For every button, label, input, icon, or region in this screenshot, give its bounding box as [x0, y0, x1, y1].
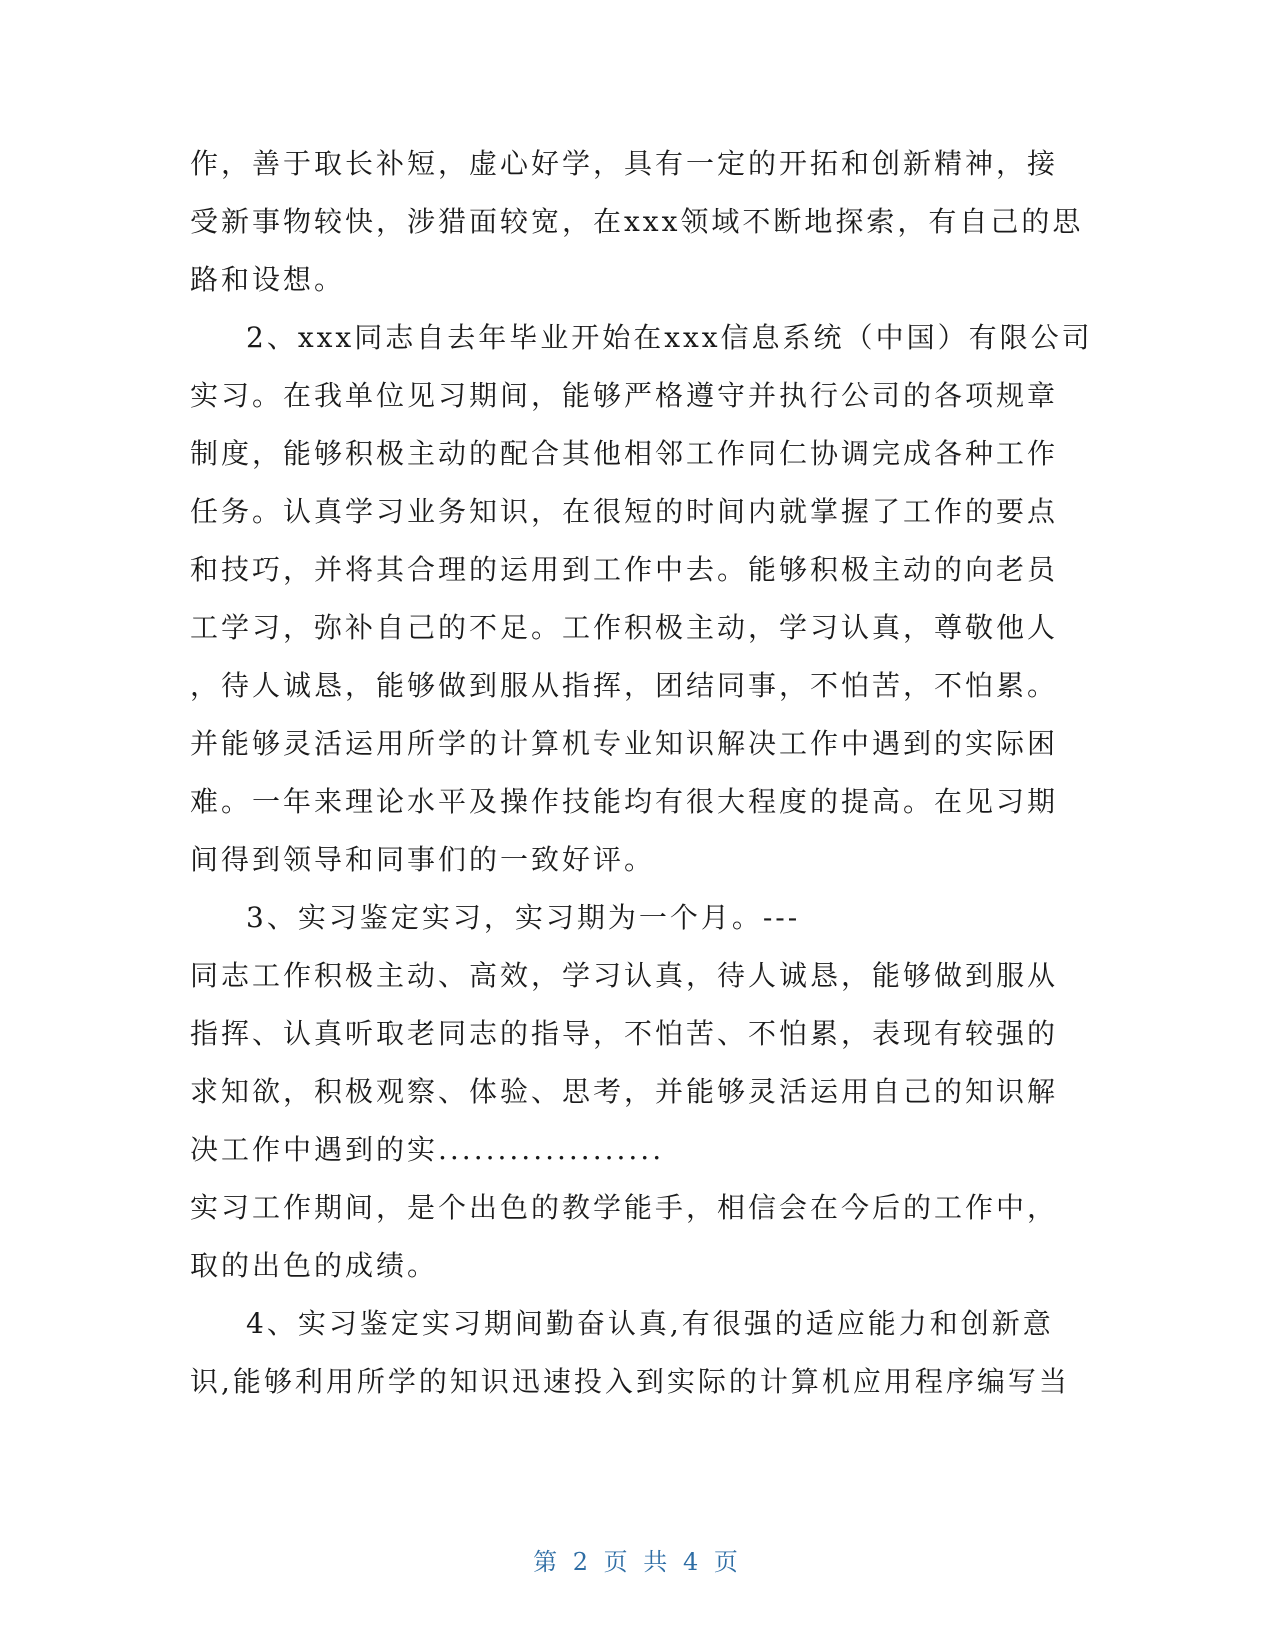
- text-line: 任务。认真学习业务知识，在很短的时间内就掌握了工作的要点: [190, 495, 1059, 528]
- text-line: 实习工作期间，是个出色的教学能手，相信会在今后的工作中，: [190, 1191, 1059, 1224]
- paragraph-4-start: 4、实习鉴定实习期间勤奋认真,有很强的适应能力和创新意: [246, 1307, 1054, 1340]
- text-line: 指挥、认真听取老同志的指导，不怕苦、不怕累，表现有较强的: [190, 1017, 1059, 1050]
- text-line: 受新事物较快，涉猎面较宽，在xxx领域不断地探索，有自己的思: [190, 205, 1084, 238]
- text-line: 决工作中遇到的实...................: [190, 1133, 665, 1166]
- text-line: 和技巧，并将其合理的运用到工作中去。能够积极主动的向老员: [190, 553, 1059, 586]
- text-line: 间得到领导和同事们的一致好评。: [190, 843, 656, 876]
- text-line: 难。一年来理论水平及操作技能均有很大程度的提高。在见习期: [190, 785, 1059, 818]
- paragraph-3-start: 3、实习鉴定实习，实习期为一个月。---: [246, 901, 801, 934]
- text-line: ，待人诚恳，能够做到服从指挥，团结同事，不怕苦，不怕累。: [190, 669, 1059, 702]
- text-line: 作，善于取长补短，虚心好学，具有一定的开拓和创新精神，接: [190, 147, 1059, 180]
- text-line: 同志工作积极主动、高效，学习认真，待人诚恳，能够做到服从: [190, 959, 1059, 992]
- text-line: 求知欲，积极观察、体验、思考，并能够灵活运用自己的知识解: [190, 1075, 1059, 1108]
- text-line: 工学习，弥补自己的不足。工作积极主动，学习认真，尊敬他人: [190, 611, 1059, 644]
- page-number-footer: 第 2 页 共 4 页: [533, 1548, 742, 1576]
- text-line: 并能够灵活运用所学的计算机专业知识解决工作中遇到的实际困: [190, 727, 1059, 760]
- text-line: 实习。在我单位见习期间，能够严格遵守并执行公司的各项规章: [190, 379, 1059, 412]
- text-line: 制度，能够积极主动的配合其他相邻工作同仁协调完成各种工作: [190, 437, 1059, 470]
- paragraph-2-start: 2、xxx同志自去年毕业开始在xxx信息系统（中国）有限公司: [246, 321, 1093, 354]
- text-line: 识,能够利用所学的知识迅速投入到实际的计算机应用程序编写当: [190, 1365, 1070, 1398]
- text-line: 取的出色的成绩。: [190, 1249, 439, 1282]
- text-line: 路和设想。: [190, 263, 346, 296]
